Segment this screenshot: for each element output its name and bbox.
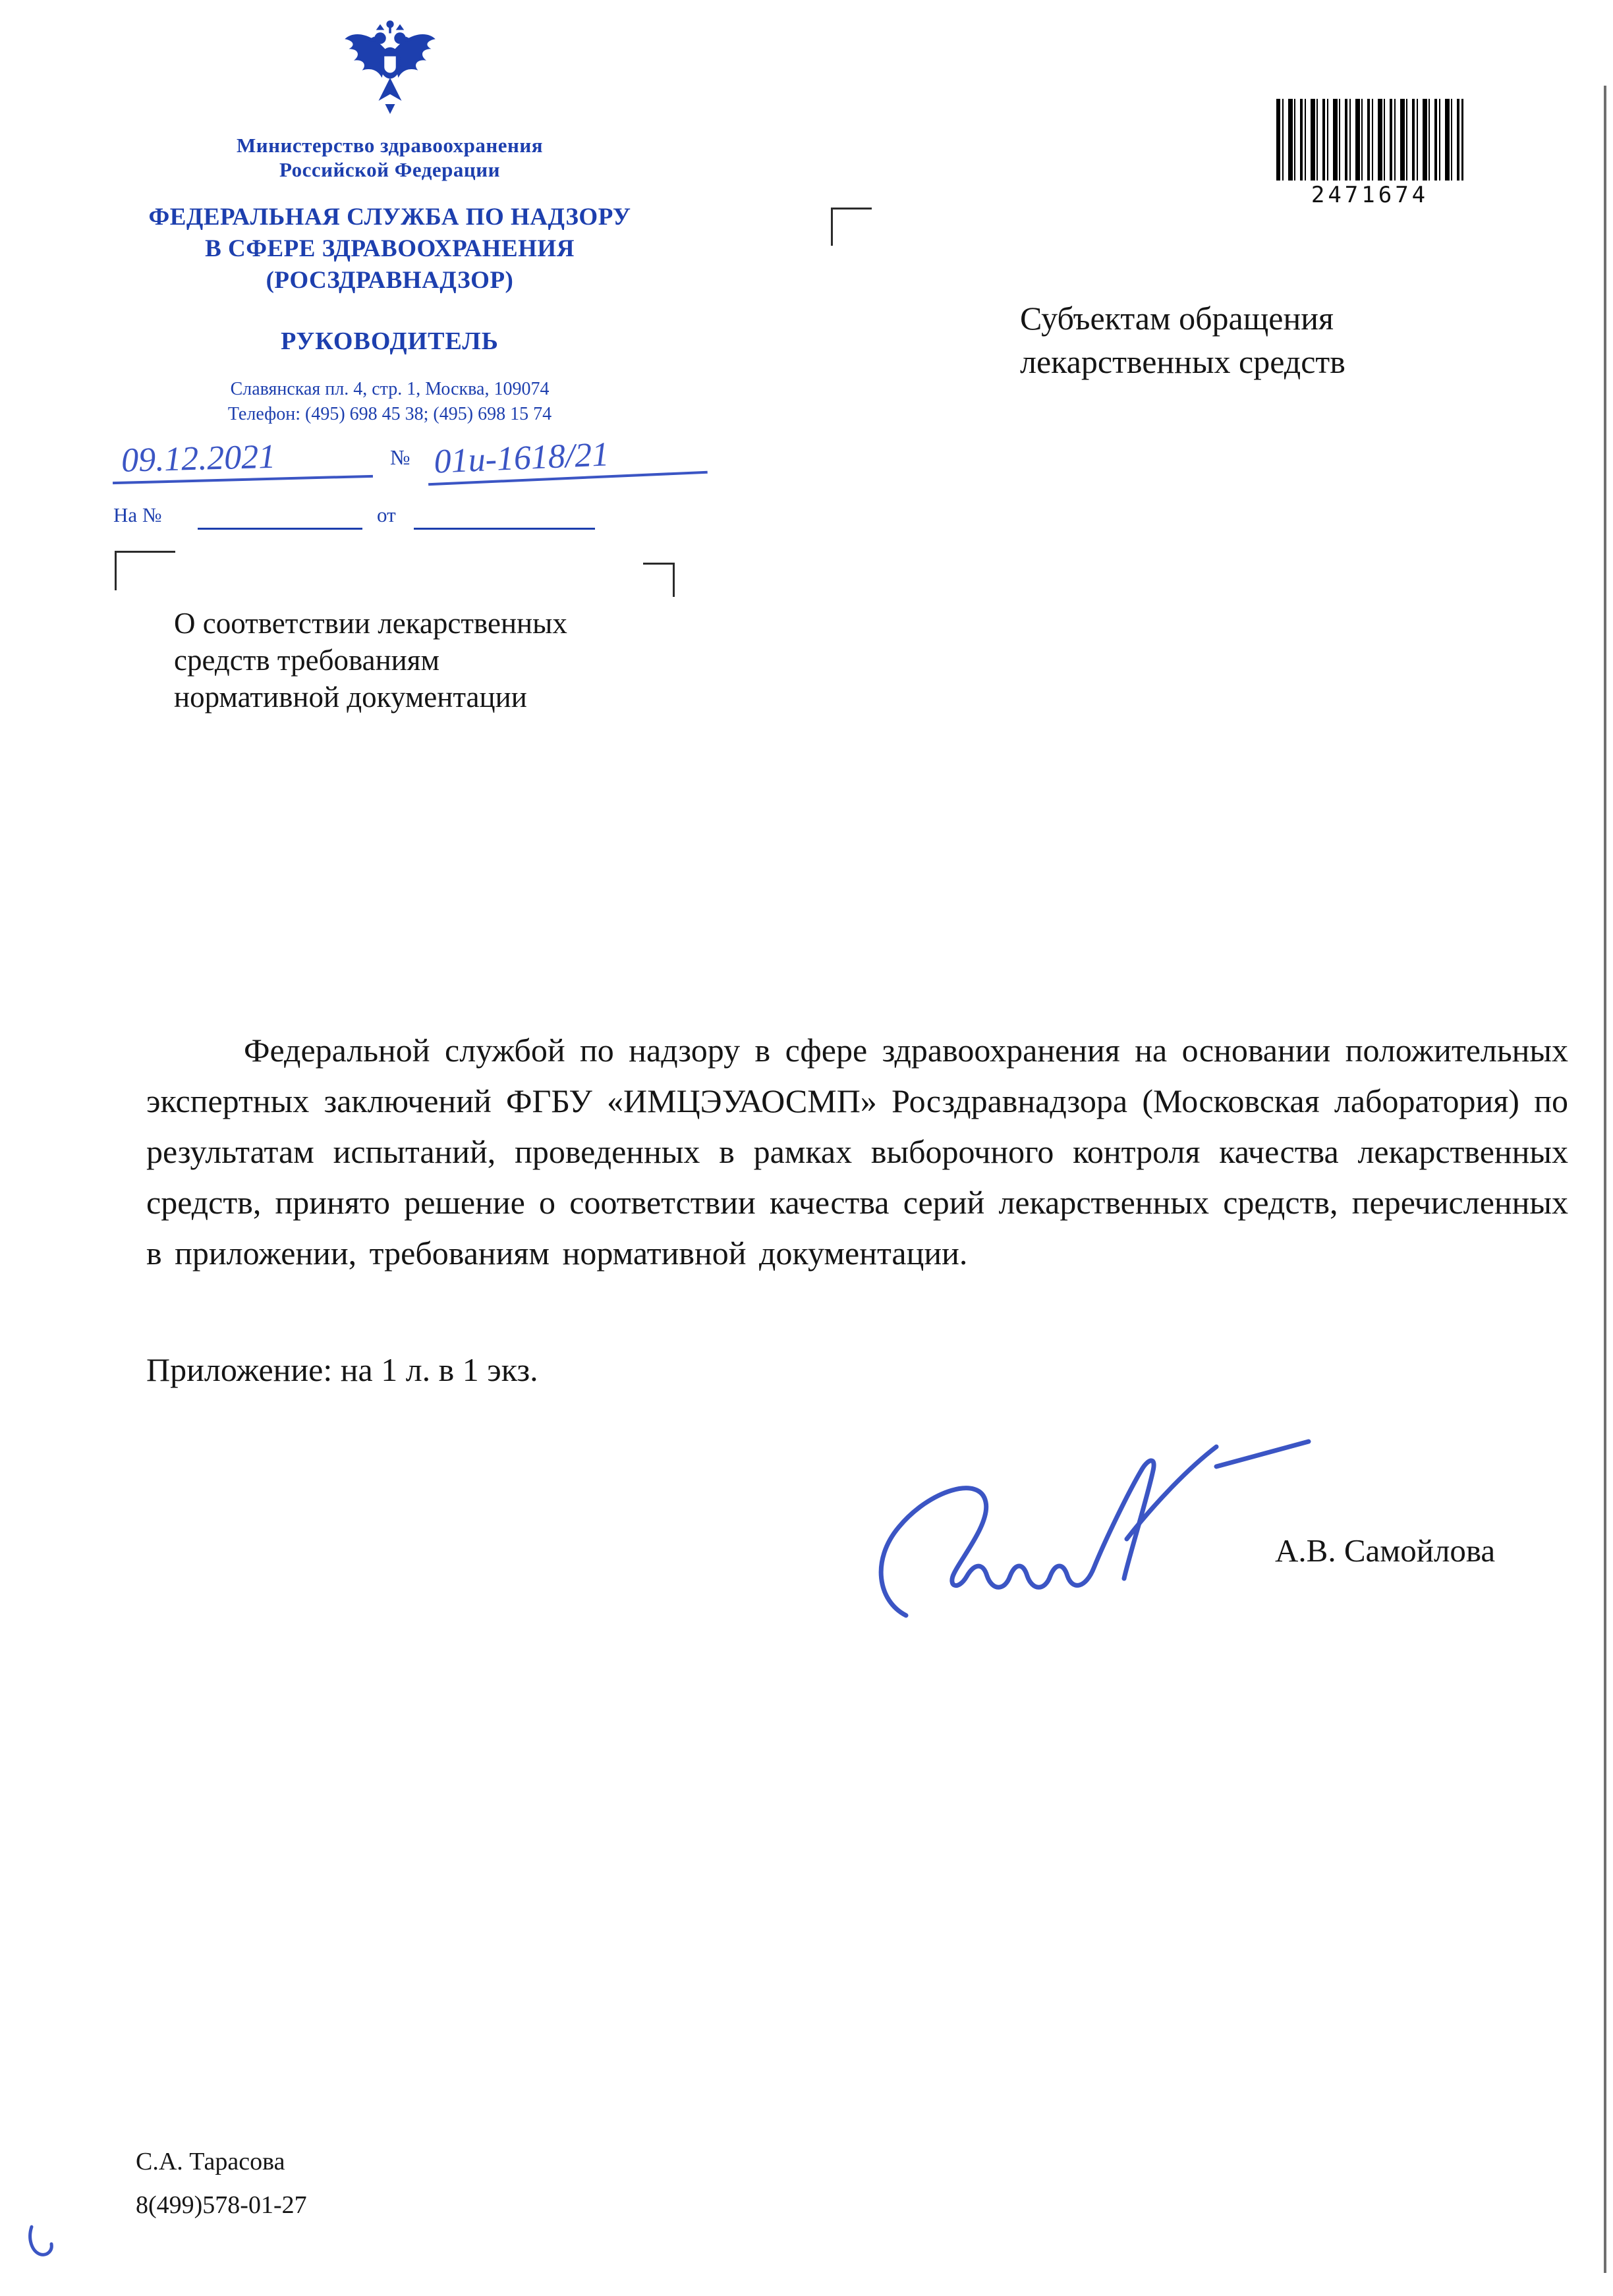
- coat-of-arms-emblem: [341, 18, 439, 124]
- number-sign: №: [390, 445, 410, 469]
- signature-stroke: [843, 1403, 1331, 1634]
- ministry-line-1: Министерство здравоохранения: [236, 134, 544, 157]
- outgoing-number-handwritten: 01и-1618/21: [433, 435, 610, 481]
- executor-name: С.А. Тарасова: [136, 2148, 285, 2175]
- subject-line-3: нормативной документации: [174, 681, 527, 714]
- addressee-line-2: лекарственных средств: [1020, 343, 1345, 380]
- executor-block: [136, 2140, 307, 2227]
- letterhead: [88, 18, 691, 427]
- outgoing-number-field: [426, 413, 708, 486]
- subject-line-2: средств требованиям: [174, 644, 439, 677]
- position-title: РУКОВОДИТЕЛЬ: [281, 327, 499, 355]
- barcode-bars: [1276, 99, 1463, 181]
- subject-corner-mark-right: [643, 563, 675, 597]
- executor-phone: 8(499)578-01-27: [136, 2191, 307, 2219]
- ministry-name: [88, 133, 691, 182]
- addressee-line-1: Субъектам обращения: [1020, 300, 1334, 337]
- subject-block: [174, 605, 567, 715]
- outgoing-date-field: [111, 424, 373, 484]
- barcode-number: 2471674: [1311, 182, 1429, 208]
- reply-from-label: от: [377, 503, 396, 526]
- subject-line-1: О соответствии лекарственных: [174, 607, 567, 640]
- addressee-corner-mark: [831, 208, 872, 246]
- addressee-block: [1020, 296, 1345, 383]
- reply-number-blank: [198, 502, 362, 530]
- scan-edge-line: [1604, 86, 1606, 2273]
- stray-ink-mark: [26, 2222, 55, 2258]
- contact-address: Славянская пл. 4, стр. 1, Москва, 109074: [230, 379, 550, 399]
- service-line-2: В СФЕРЕ ЗДРАВООХРАНЕНИЯ: [205, 235, 575, 262]
- barcode: [1276, 99, 1463, 208]
- contact-phone: Телефон: (495) 698 45 38; (495) 698 15 74: [227, 404, 552, 424]
- subject-corner-mark-left: [115, 551, 175, 590]
- attachment-note: Приложение: на 1 л. в 1 экз.: [146, 1351, 538, 1388]
- body-paragraph: Федеральной службой по надзору в сфере здравоохранения на основании положительных экспертных заключений ФГБУ «ИМЦЭУАОСМП» Росздравнадзора (Московская лаборатория) по результатам испытаний, проведенных в рамках выборочного контроля качества лекарственных средств, принято решение о соответствии качества серий лекарственных средств, перечисленных в приложении, требованиям нормативной документации.: [146, 1032, 1568, 1272]
- outgoing-date-handwritten: 09.12.2021: [121, 437, 276, 480]
- ministry-line-2: Российской Федерации: [279, 158, 500, 181]
- service-name: [88, 202, 691, 296]
- signatory-name: А.В. Самойлова: [1275, 1532, 1496, 1569]
- reply-number-label: На №: [113, 503, 162, 526]
- reply-from-blank: [414, 502, 595, 530]
- service-line-3: (РОСЗДРАВНАДЗОР): [266, 267, 514, 294]
- service-line-1: ФЕДЕРАЛЬНАЯ СЛУЖБА ПО НАДЗОРУ: [148, 204, 631, 231]
